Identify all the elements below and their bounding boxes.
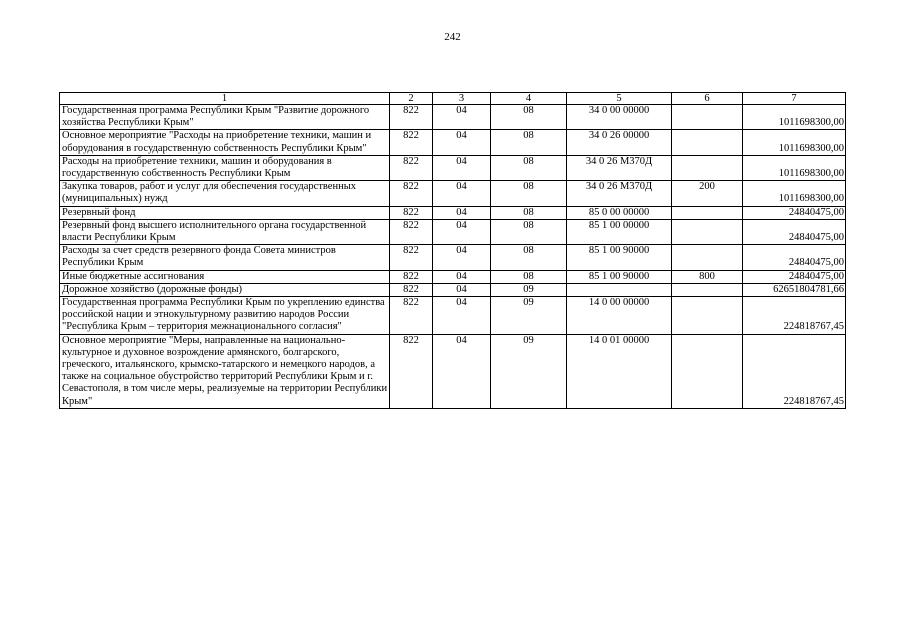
column-header: 6 (672, 93, 743, 105)
page-number: 242 (444, 31, 461, 43)
row-code-cell: 85 1 00 00000 (567, 219, 672, 244)
row-code-cell: 04 (433, 130, 491, 155)
row-code-cell (672, 105, 743, 130)
row-code-cell (567, 283, 672, 296)
column-header: 2 (390, 93, 433, 105)
row-code-cell: 08 (491, 105, 567, 130)
column-header: 7 (743, 93, 846, 105)
row-code-cell: 04 (433, 297, 491, 335)
row-code-cell: 14 0 00 00000 (567, 297, 672, 335)
row-name-cell: Резервный фонд высшего исполнительного органа государственной власти Республики Крым (60, 219, 390, 244)
table-row (60, 270, 846, 283)
row-code-cell: 800 (672, 270, 743, 283)
row-code-cell: 822 (390, 297, 433, 335)
row-code-cell: 09 (491, 283, 567, 296)
row-code-cell: 09 (491, 334, 567, 408)
row-code-cell: 34 0 26 М370Д (567, 155, 672, 180)
table-row (60, 155, 846, 180)
row-code-cell: 34 0 26 00000 (567, 130, 672, 155)
row-sum-cell: 1011698300,00 (743, 155, 846, 180)
row-sum-cell: 1011698300,00 (743, 181, 846, 206)
table-row (60, 105, 846, 130)
column-header: 3 (433, 93, 491, 105)
table-row (60, 334, 846, 408)
row-name-cell: Расходы на приобретение техники, машин и оборудования в государственную собственность Республики Крым (60, 155, 390, 180)
row-code-cell: 04 (433, 334, 491, 408)
row-name-cell: Основное мероприятие "Меры, направленные на национально-культурное и духовное возрождение армянского, болгарского, греческого, итальянского, крымско-татарского и немецкого народов, а также на социальное обустройство территорий Республики Крым и г. Севастополя, в том числе меры, реализуемые на территории Республики Крым" (60, 334, 390, 408)
row-sum-cell: 224818767,45 (743, 334, 846, 408)
row-code-cell: 85 0 00 00000 (567, 206, 672, 219)
row-code-cell (672, 219, 743, 244)
row-name-cell: Иные бюджетные ассигнования (60, 270, 390, 283)
row-code-cell: 85 1 00 90000 (567, 270, 672, 283)
row-code-cell: 822 (390, 334, 433, 408)
row-code-cell: 08 (491, 245, 567, 270)
row-code-cell (672, 155, 743, 180)
row-sum-cell: 1011698300,00 (743, 105, 846, 130)
row-code-cell (672, 130, 743, 155)
row-code-cell: 08 (491, 219, 567, 244)
row-code-cell: 822 (390, 245, 433, 270)
row-name-cell: Расходы за счет средств резервного фонда Совета министров Республики Крым (60, 245, 390, 270)
budget-table (59, 92, 846, 409)
row-name-cell: Дорожное хозяйство (дорожные фонды) (60, 283, 390, 296)
row-code-cell: 08 (491, 155, 567, 180)
row-sum-cell: 224818767,45 (743, 297, 846, 335)
row-code-cell: 08 (491, 181, 567, 206)
table-header-row (60, 93, 846, 105)
row-name-cell: Резервный фонд (60, 206, 390, 219)
row-code-cell: 822 (390, 130, 433, 155)
table-row (60, 206, 846, 219)
row-code-cell: 04 (433, 283, 491, 296)
row-sum-cell: 62651804781,66 (743, 283, 846, 296)
row-name-cell: Государственная программа Республики Крым по укреплению единства российской нации и этнокультурному развитию народов России "Республика Крым – территория межнационального согласия" (60, 297, 390, 335)
column-header: 1 (60, 93, 390, 105)
row-code-cell: 04 (433, 270, 491, 283)
row-code-cell: 34 0 26 М370Д (567, 181, 672, 206)
row-code-cell: 822 (390, 181, 433, 206)
row-sum-cell: 1011698300,00 (743, 130, 846, 155)
row-code-cell: 04 (433, 155, 491, 180)
row-code-cell (672, 245, 743, 270)
row-name-cell: Государственная программа Республики Крым "Развитие дорожного хозяйства Республики Крым" (60, 105, 390, 130)
row-name-cell: Закупка товаров, работ и услуг для обеспечения государственных (муниципальных) нужд (60, 181, 390, 206)
table-row (60, 181, 846, 206)
row-sum-cell: 24840475,00 (743, 219, 846, 244)
row-code-cell: 14 0 01 00000 (567, 334, 672, 408)
row-code-cell (672, 334, 743, 408)
row-code-cell: 822 (390, 155, 433, 180)
row-code-cell: 09 (491, 297, 567, 335)
table-row (60, 219, 846, 244)
row-code-cell (672, 297, 743, 335)
table-row (60, 283, 846, 296)
row-code-cell: 04 (433, 219, 491, 244)
row-code-cell: 822 (390, 283, 433, 296)
row-code-cell: 200 (672, 181, 743, 206)
row-code-cell: 822 (390, 105, 433, 130)
row-sum-cell: 24840475,00 (743, 245, 846, 270)
row-sum-cell: 24840475,00 (743, 270, 846, 283)
table-row (60, 245, 846, 270)
row-code-cell (672, 283, 743, 296)
table-row (60, 297, 846, 335)
column-header: 5 (567, 93, 672, 105)
table-row (60, 130, 846, 155)
row-code-cell: 822 (390, 270, 433, 283)
row-code-cell: 08 (491, 270, 567, 283)
row-code-cell: 34 0 00 00000 (567, 105, 672, 130)
row-code-cell: 04 (433, 206, 491, 219)
row-code-cell: 822 (390, 219, 433, 244)
row-code-cell (672, 206, 743, 219)
row-code-cell: 04 (433, 245, 491, 270)
row-code-cell: 08 (491, 130, 567, 155)
row-sum-cell: 24840475,00 (743, 206, 846, 219)
row-code-cell: 822 (390, 206, 433, 219)
row-code-cell: 85 1 00 90000 (567, 245, 672, 270)
row-code-cell: 04 (433, 181, 491, 206)
row-code-cell: 08 (491, 206, 567, 219)
row-code-cell: 04 (433, 105, 491, 130)
row-name-cell: Основное мероприятие "Расходы на приобретение техники, машин и оборудования в государственную собственность Республики Крым" (60, 130, 390, 155)
column-header: 4 (491, 93, 567, 105)
